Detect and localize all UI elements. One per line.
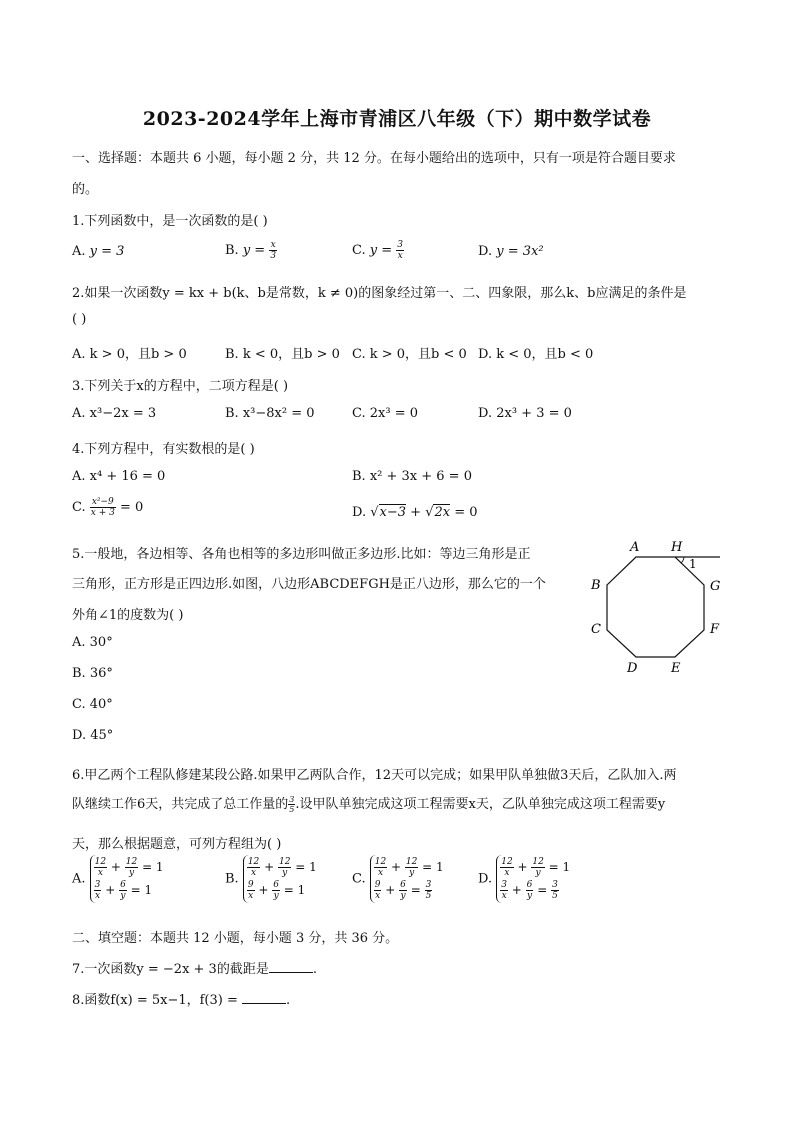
q6-stem-line1: 6.甲乙两个工程队修建某段公路.如果甲乙两队合作，12天可以完成；如果甲队单独做3天后，乙队加入.两 [72, 768, 677, 783]
q4-stem: 4.下列方程中，有实数根的是( ) [72, 442, 255, 457]
vertex-c-label: C [591, 622, 601, 637]
q3-option-d: D. 2x³ + 3 = 0 [478, 406, 572, 421]
q4-option-c: C. $\frac{\text{x²−9}}{x + 3}$ = 0 [72, 497, 144, 518]
vertex-d-label: D [627, 661, 638, 676]
q2-option-b: B. k < 0，且b > 0 [225, 347, 340, 362]
q5-option-d: D. 45° [72, 728, 114, 743]
q1-option-a: A. y = 3 [72, 244, 125, 259]
section1-header: 一、选择题：本题共 6 小题，每小题 2 分，共 12 分。在每小题给出的选项中，只有一项是符合题目要求 [72, 151, 676, 166]
vertex-e-label: E [671, 661, 681, 676]
q2-option-d: D. k < 0，且b < 0 [478, 347, 594, 362]
q3-stem: 3.下列关于x的方程中，二项方程是( ) [72, 379, 289, 394]
q8-stem: 8.函数f(x) = 5x−1，f(3) = . [72, 993, 291, 1008]
q2-stem-cont: ( ) [72, 312, 87, 327]
q6-option-c: C. $\frac{12}{x}$ + $\frac{12}{y}$ = 1 $\frac{9}{x}$ + $\frac{6}{y}$ = $\frac{3}{5}$ [352, 857, 444, 901]
octagon-shape [607, 557, 704, 657]
angle-arc [681, 557, 684, 563]
vertex-b-label: B [591, 578, 601, 593]
q1-stem: 1.下列函数中，是一次函数的是( ) [72, 214, 268, 229]
q7-stem: 7.一次函数y = −2x + 3的截距是 . [72, 962, 317, 977]
q5-option-c: C. 40° [72, 697, 113, 712]
q2-option-a: A. k > 0，且b > 0 [72, 347, 187, 362]
q3-option-c: C. 2x³ = 0 [352, 406, 418, 421]
q6-stem-line3: 天，那么根据题意，可列方程组为( ) [72, 837, 282, 852]
angle-1-label: 1 [689, 557, 697, 571]
section1-header-cont: 的。 [72, 182, 99, 197]
q5-stem-line3: 外角∠1的度数为( ) [72, 608, 184, 623]
q4-option-d: D. √x−3 + √2x = 0 [352, 505, 478, 520]
octagon-figure [580, 535, 740, 685]
q5-option-b: B. 36° [72, 666, 113, 681]
q6-stem-line2: 队继续工作6天，共完成了总工作量的 $\frac{3}{5}$ .设甲队单独完成这项工程需要x天，乙队单独完成这项工程需要y [72, 795, 666, 814]
q1-option-b: B. y = $\frac{x}{3}$ [225, 240, 277, 261]
q5-option-a: A. 30° [72, 635, 113, 650]
q6-option-d: D. $\frac{12}{x}$ + $\frac{12}{y}$ = 1 $\frac{3}{x}$ + $\frac{6}{y}$ = $\frac{3}{5}$ [478, 857, 571, 901]
q2-option-c: C. k > 0，且b < 0 [352, 347, 467, 362]
q1-option-d: D. y = 3x² [478, 244, 544, 259]
q4-option-a: A. x⁴ + 16 = 0 [72, 469, 166, 484]
q3-option-a: A. x³−2x = 3 [72, 406, 157, 421]
q6-option-a: A. $\frac{12}{x}$ + $\frac{12}{y}$ = 1 $\frac{3}{x}$ + $\frac{6}{y}$ = 1 [72, 857, 164, 901]
exam-title: 2023-2024学年上海市青浦区八年级（下）期中数学试卷 [142, 108, 652, 130]
vertex-a-label: A [630, 540, 640, 555]
q1-option-c: C. y = $\frac{3}{x}$ [352, 240, 404, 261]
vertex-g-label: G [710, 579, 721, 594]
q4-option-b: B. x² + 3x + 6 = 0 [352, 469, 472, 484]
section2-header: 二、填空题：本题共 12 小题，每小题 3 分，共 36 分。 [72, 931, 399, 946]
q5-stem-line2: 三角形，正方形是正四边形.如图，八边形ABCDEFGH是正八边形，那么它的一个 [72, 577, 546, 592]
q2-stem: 2.如果一次函数y = kx + b(k、b是常数，k ≠ 0)的图象经过第一、二、四象限，那么k、b应满足的条件是 [72, 286, 687, 301]
vertex-h-label: H [671, 540, 683, 555]
q6-option-b: B. $\frac{12}{x}$ + $\frac{12}{y}$ = 1 $\frac{9}{x}$ + $\frac{6}{y}$ = 1 [225, 857, 317, 901]
q7-answer-blank [269, 960, 313, 973]
q3-option-b: B. x³−8x² = 0 [225, 406, 315, 421]
vertex-f-label: F [710, 622, 720, 637]
q5-stem-line1: 5.一般地，各边相等、各角也相等的多边形叫做正多边形.比如：等边三角形是正 [72, 547, 531, 562]
q8-answer-blank [242, 991, 286, 1004]
